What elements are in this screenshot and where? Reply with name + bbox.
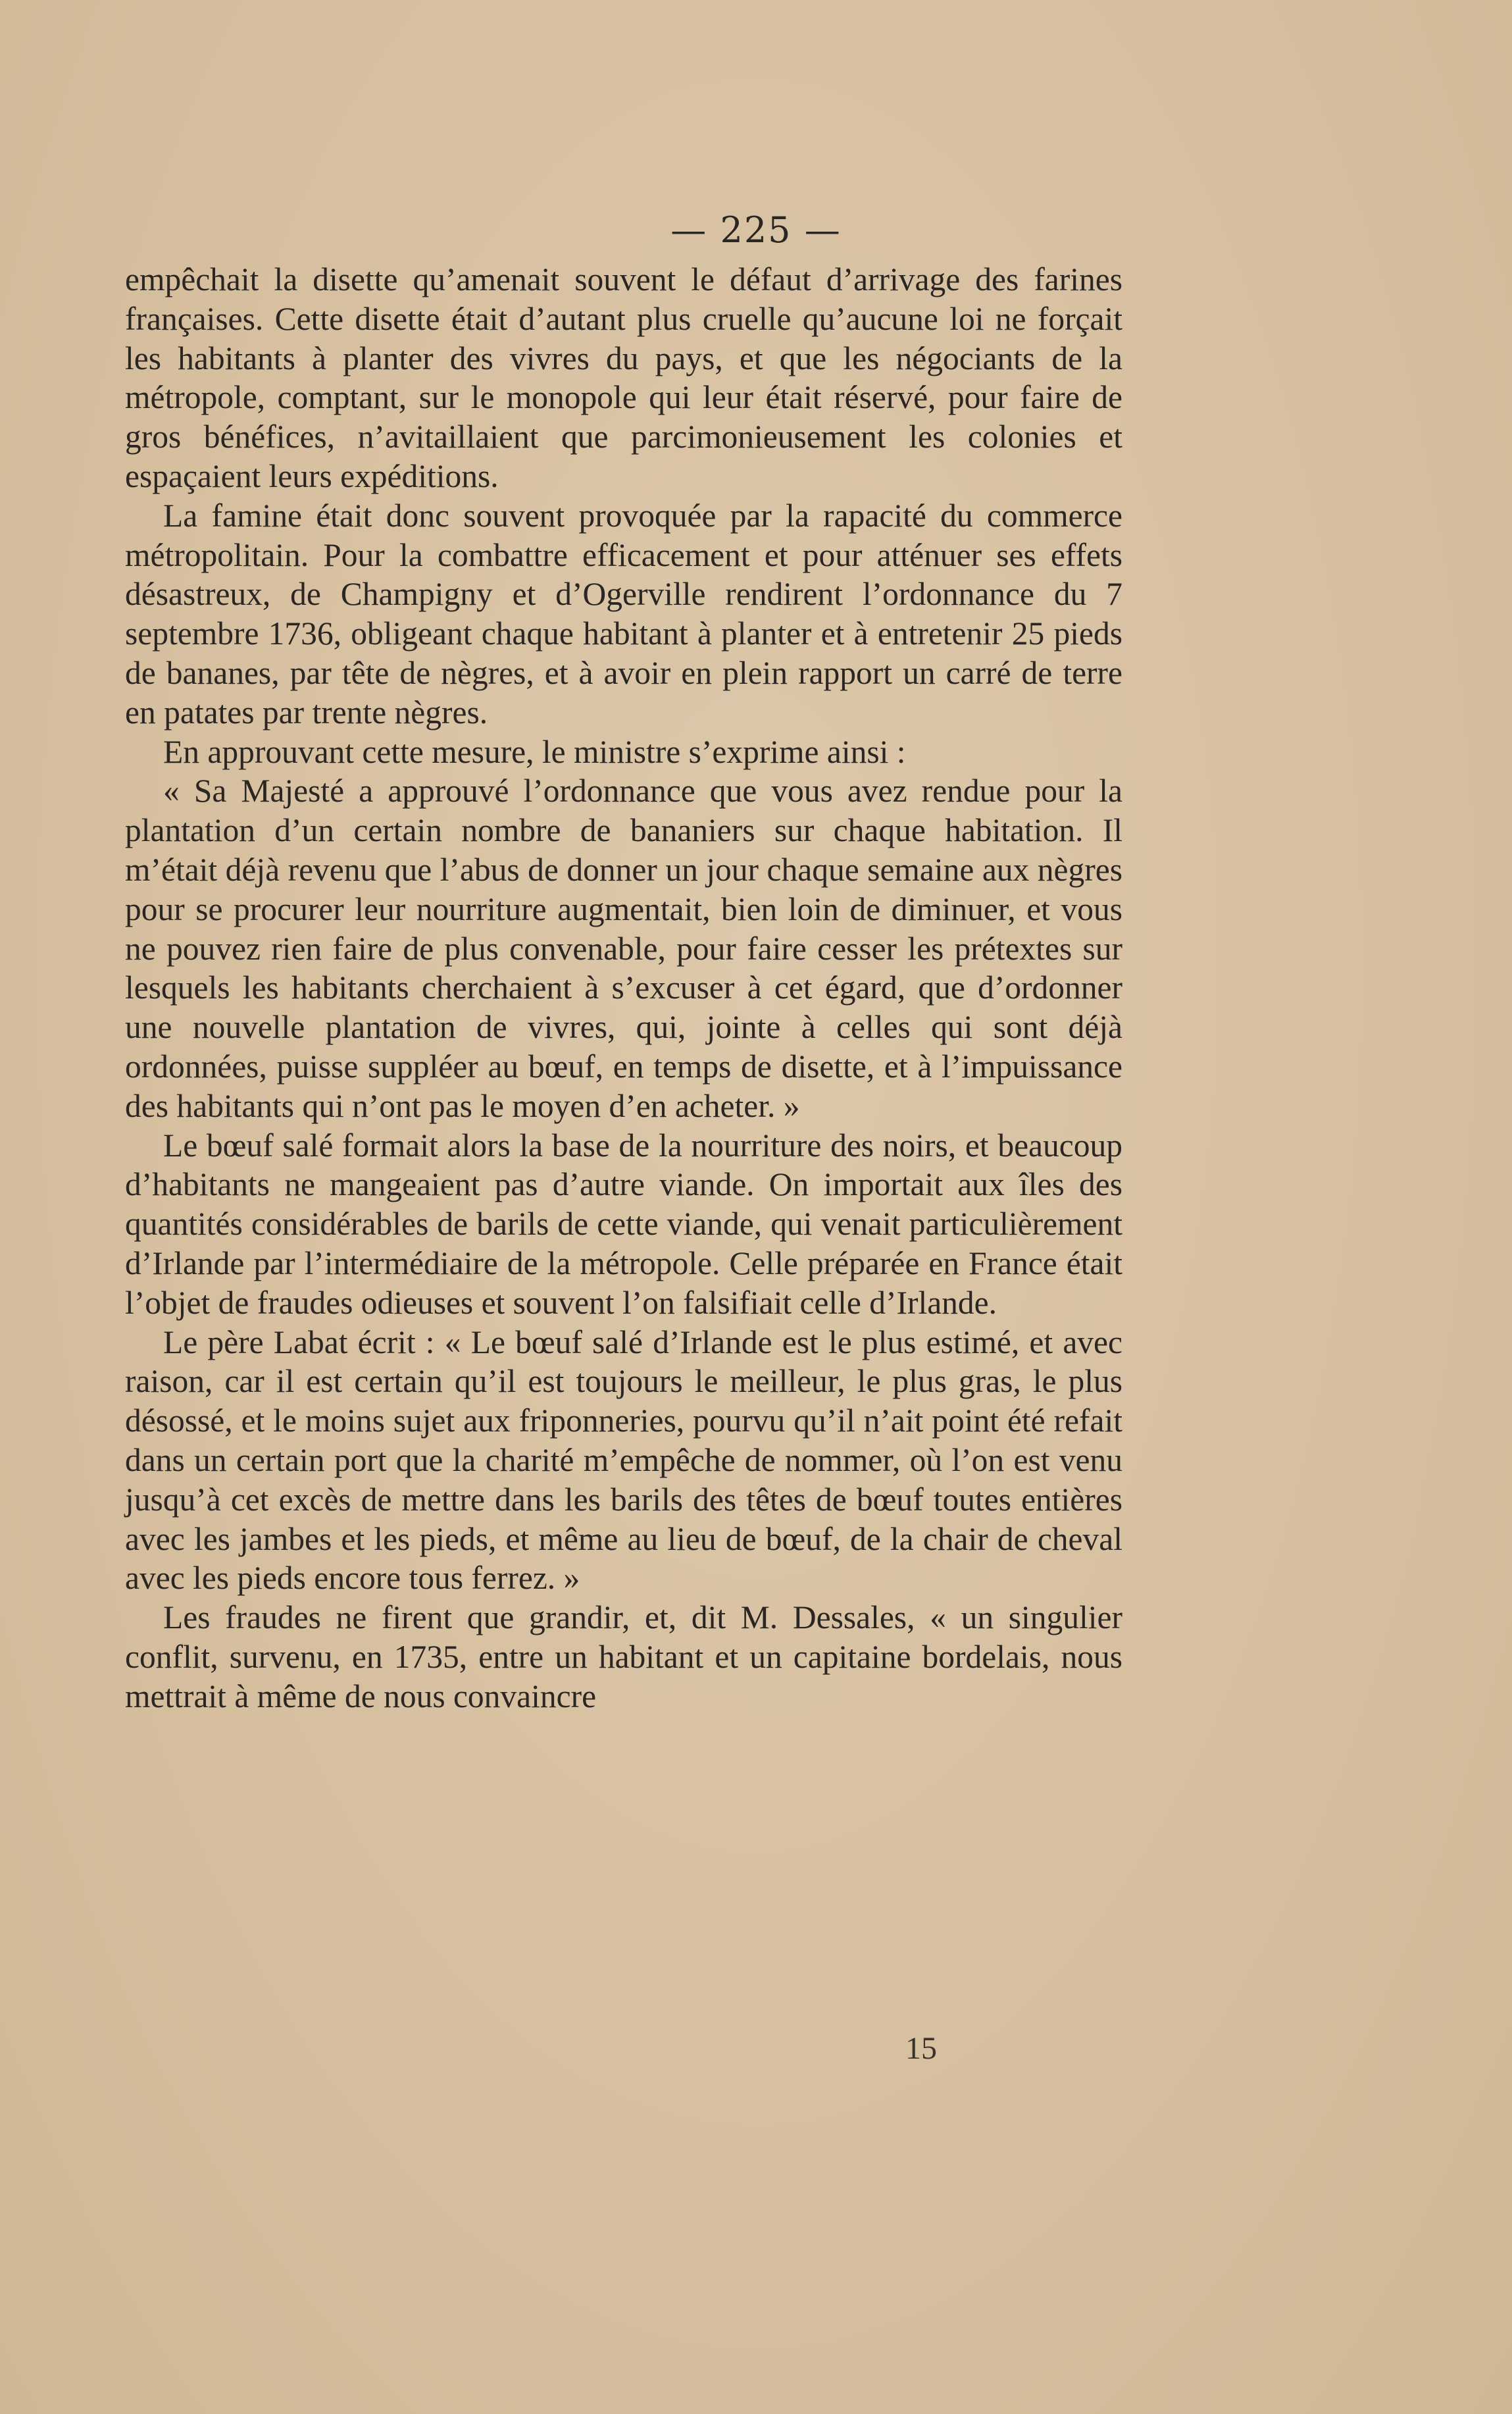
paragraph-4: « Sa Majesté a approuvé l’ordonnance que vous avez rendue pour la plantation d’un certain nombre de bananiers sur chaque habitation. Il m’était déjà revenu que l’abus de donner un jour chaque semaine aux nègres pour se procurer leur nourriture augmentait, bien loin de diminuer, et vous ne pouvez rien faire de plus convenable, pour faire cesser les prétextes sur lesquels les habitants cherchaient à s’excuser à cet égard, que d’ordonner une nouvelle plantation de vivres, qui, jointe à celles qui sont déjà ordonnées, puisse suppléer au bœuf, en temps de disette, et à l’impuissance des habitants qui n’ont pas le moyen d’en acheter. » (125, 773, 1122, 1124)
page-body (125, 260, 1122, 1716)
paragraph-1: empêchait la disette qu’amenait souvent le défaut d’arrivage des farines françaises. Cette disette était d’autant plus cruelle qu’aucune loi ne forçait les habitants à planter des vivres du pays, et que les négociants de la métropole, comptant, sur le monopole qui leur était réservé, pour faire de gros bénéfices, n’avitaillaient que parcimonieusement les colonies et espaçaient leurs expéditions. (125, 261, 1122, 494)
paragraph-3: En approuvant cette mesure, le ministre s’exprime ainsi : (163, 733, 906, 770)
paragraph-6: Le père Labat écrit : « Le bœuf salé d’Irlande est le plus estimé, et avec raison, car il est certain qu’il est toujours le meilleur, le plus gras, le plus désossé, et le moins sujet aux friponneries, pourvu qu’il n’ait point été refait dans un certain port que la charité m’empêche de nommer, où l’on est venu jusqu’à cet excès de mettre dans les barils des têtes de bœuf toutes entières avec les jambes et les pieds, et même au lieu de bœuf, de la chair de cheval avec les pieds encore tous ferrez. » (125, 1323, 1122, 1597)
signature-mark: 15 (905, 2031, 937, 2066)
paragraph-7: Les fraudes ne firent que grandir, et, dit M. Dessales, « un singulier conflit, survenu, en 1735, entre un habitant et un capitaine bordelais, nous mettrait à même de nous convaincre (125, 1599, 1122, 1714)
paragraph-5: Le bœuf salé formait alors la base de la nourriture des noirs, et beaucoup d’habitants ne mangeaient pas d’autre viande. On importait aux îles des quantités considérables de barils de cette viande, qui venait particulièrement d’Irlande par l’intermédiaire de la métropole. Celle préparée en France était l’objet de fraudes odieuses et souvent l’on falsifiait celle d’Irlande. (125, 1127, 1122, 1321)
paragraph-2: La famine était donc souvent provoquée par la rapacité du commerce métropolitain. Pour la combattre efficacement et pour atténuer ses effets désastreux, de Champigny et d’Ogerville rendirent l’ordonnance du 7 septembre 1736, obligeant chaque habitant à planter et à entretenir 25 pieds de bananes, par tête de nègres, et à avoir en plein rapport un carré de terre en patates par trente nègres. (125, 497, 1122, 731)
page-number: — 225 — (670, 209, 842, 251)
